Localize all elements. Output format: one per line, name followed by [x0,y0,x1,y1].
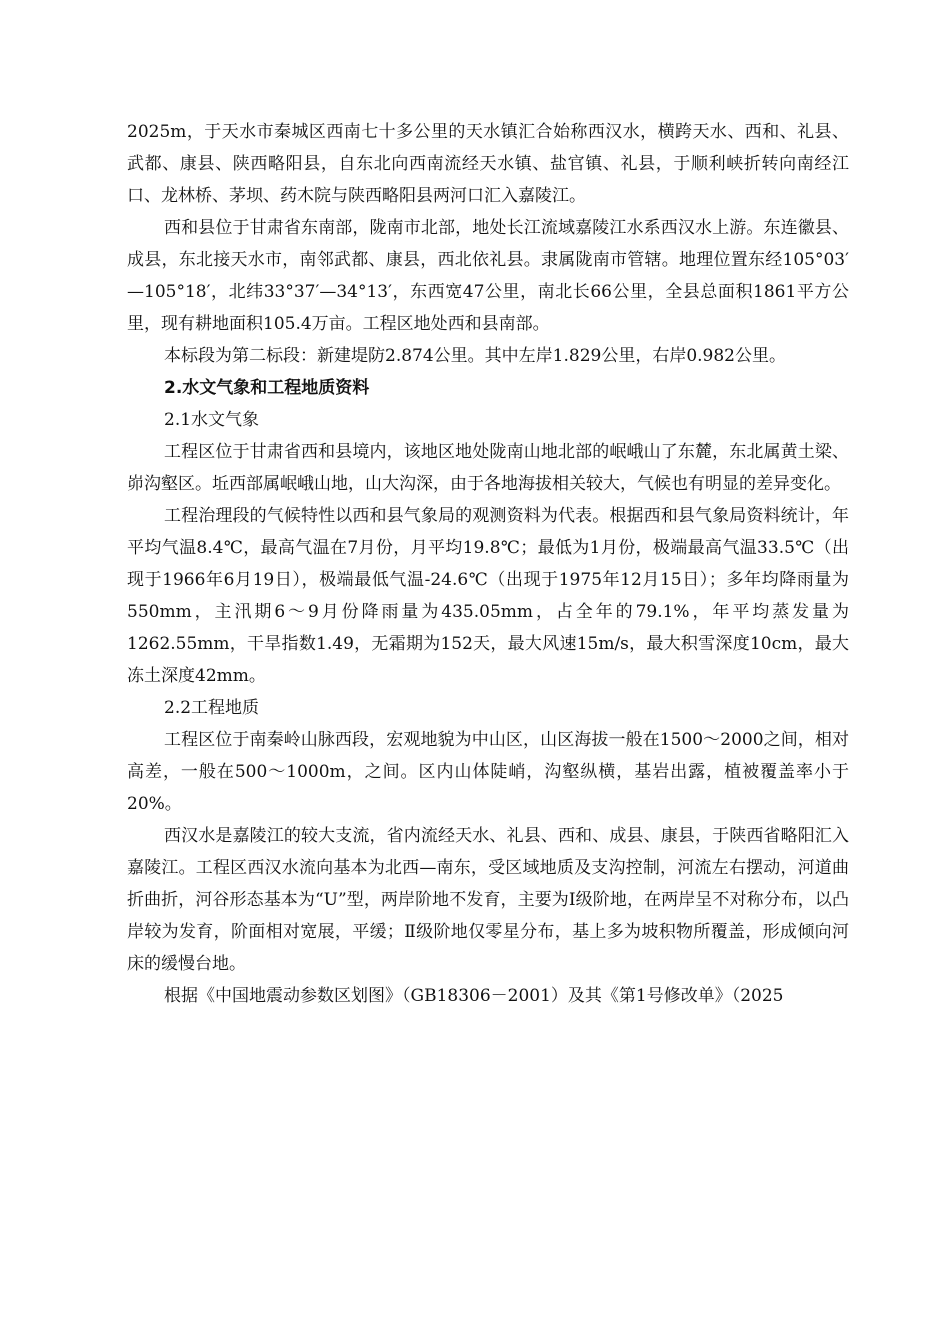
paragraph-section-scope: 本标段为第二标段：新建堤防2.874公里。其中左岸1.829公里，右岸0.982公里。 [164,346,787,366]
document-body [127,116,849,1012]
paragraph-river-course: 2025m，于天水市秦城区西南七十多公里的天水镇汇合始称西汉水，横跨天水、西和、礼县、武都、康县、陕西略阳县，自东北向西南流经天水镇、盐官镇、礼县，于顺利峡折转向南经江口、龙林桥、茅坝、药木院与陕西略阳县两河口汇入嘉陵江。 [127,122,849,206]
paragraph-terrain: 工程区位于甘肃省西和县境内，该地区地处陇南山地北部的岷峨山了东麓，东北属黄土梁、峁沟壑区。坵西部属岷峨山地，山大沟深，由于各地海拔相关较大，气候也有明显的差异变化。 [127,442,849,494]
paragraph-climate-data: 工程治理段的气候特性以西和县气象局的观测资料为代表。根据西和县气象局资料统计，年平均气温8.4℃，最高气温在7月份，月平均19.8℃；最低为1月份，极端最高气温33.5℃（出现于1966年6月19日），极端最低气温-24.6℃（出现于1975年12月15日）；多年均降雨量为550mm，主汛期6～9月份降雨量为435.05mm，占全年的79.1%，年平均蒸发量为1262.55mm，干旱指数1.49，无霜期为152天，最大风速15m/s，最大积雪深度10cm，最大冻土深度42mm。 [127,506,849,686]
subsection-heading-engineering-geology: 2.2工程地质 [164,698,260,718]
paragraph-county-location: 西和县位于甘肃省东南部，陇南市北部，地处长江流域嘉陵江水系西汉水上游。东连徽县、成县，东北接天水市，南邻武都、康县，西北依礼县。隶属陇南市管辖。地理位置东经105°03′—105°18′，北纬33°37′—34°13′，东西宽47公里，南北长66公里，全县总面积1861平方公里，现有耕地面积105.4万亩。工程区地处西和县南部。 [127,218,849,334]
subsection-heading-hydrometeorology: 2.1水文气象 [164,410,260,430]
paragraph-seismic-zoning: 根据《中国地震动参数区划图》（GB18306－2001）及其《第1号修改单》（2025 [164,986,784,1006]
section-heading-hydrology-geology: 2.水文气象和工程地质资料 [164,378,370,398]
paragraph-xihanshui-river: 西汉水是嘉陵江的较大支流，省内流经天水、礼县、西和、成县、康县，于陕西省略阳汇入嘉陵江。工程区西汉水流向基本为北西—南东，受区域地质及支沟控制，河流左右摆动，河道曲折曲折，河谷形态基本为“U”型，两岸阶地不发育，主要为Ⅰ级阶地，在两岸呈不对称分布，以凸岸较为发育，阶面相对宽展，平缓；Ⅱ级阶地仅零星分布，基上多为坡积物所覆盖，形成倾向河床的缓慢台地。 [127,826,849,974]
paragraph-landform: 工程区位于南秦岭山脉西段，宏观地貌为中山区，山区海拔一般在1500～2000之间，相对高差，一般在500～1000m，之间。区内山体陡峭，沟壑纵横，基岩出露，植被覆盖率小于20%。 [127,730,849,814]
